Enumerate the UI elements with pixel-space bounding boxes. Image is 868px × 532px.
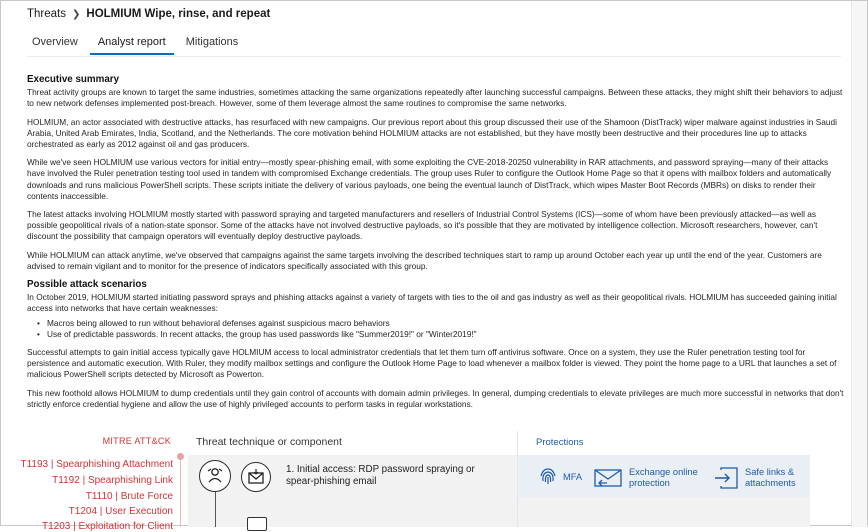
exec-paragraph: Threat activity groups are known to target the same industries, sometimes attacking the same organizations repeatedly after launching successful campaigns. Between these attacks, they might shift their behaviors to adjust to new network defenses implemented post-breach. However, some of them leverage almost the same routines to compromise the same networks.	[27, 87, 843, 109]
mitre-technique: T1192 | Spearphishing Link	[52, 475, 173, 486]
mitre-column	[1, 431, 177, 532]
protection-label: Exchange online protection	[629, 467, 698, 488]
column-divider	[517, 431, 518, 527]
step-1-description: 1. Initial access: RDP password spraying or spear-phishing email	[286, 464, 475, 487]
protection-safe-links[interactable]	[713, 467, 813, 489]
list-item: • Macros being allowed to run without behavioral defenses against suspicious macro behaviors	[41, 318, 845, 329]
protection-label: Safe links & attachments	[745, 467, 796, 488]
protections-title: Protections	[536, 437, 584, 448]
mitre-title: MITRE ATT&CK	[102, 436, 171, 446]
threat-technique-title: Threat technique or component	[196, 436, 342, 448]
attack-scenarios-heading: Possible attack scenarios	[27, 279, 147, 291]
executive-summary-heading: Executive summary	[27, 74, 120, 85]
tab-analyst-report[interactable]: Analyst report	[90, 31, 174, 55]
protection-exchange-online[interactable]	[593, 467, 711, 489]
scenario-paragraph: Successful attempts to gain initial access typically gave HOLMIUM access to local administrator credentials that let them turn off antivirus software. Once on a system, they use the Ruler penetration testing tool for persistence and automatic execution. With Ruler, they modify mailbox settings and configure the Outlook Home Page to load whenever a mailbox folder is viewed. They point the home page to a URL that launches a set of malicious PowerShell scripts detected by Microsoft as Powerton.	[27, 347, 837, 380]
safe-link-icon	[713, 467, 739, 489]
attacker-icon	[199, 460, 231, 492]
document-icon	[247, 517, 267, 531]
breadcrumb-threats-link[interactable]: Threats	[27, 8, 66, 20]
protection-label: MFA	[563, 471, 583, 482]
attack-chain-diagram	[1, 431, 853, 532]
breadcrumb	[27, 8, 270, 20]
tab-bar	[24, 31, 250, 55]
analyst-report-body	[27, 74, 845, 417]
tab-overview[interactable]: Overview	[32, 36, 78, 48]
mitre-technique: T1204 | User Execution	[68, 506, 173, 517]
timeline-dot	[177, 453, 184, 460]
email-attachment-icon	[241, 462, 271, 492]
chevron-right-icon: ❯	[72, 8, 81, 20]
protection-mfa[interactable]	[539, 467, 582, 487]
page-title: HOLMIUM Wipe, rinse, and repeat	[86, 8, 271, 20]
envelope-arrow-icon	[593, 468, 623, 488]
step-connector	[215, 491, 216, 527]
scenarios-intro: In October 2019, HOLMIUM started initiating password sprays and phishing attacks against a variety of targets with ties to the oil and gas industry as well as their geopolitical rivals. HOLMIUM has succeeded gaining initial access into networks that have certain weaknesses:	[27, 292, 837, 314]
weakness-list	[41, 318, 845, 340]
timeline-line	[180, 455, 181, 527]
list-item: • Use of predictable passwords. In recent attacks, the group has used passwords like "Summer2019!" or "Winter2019!"	[41, 329, 845, 340]
mitre-technique: T1110 | Brute Force	[85, 491, 173, 502]
vertical-scrollbar[interactable]	[851, 1, 867, 527]
exec-paragraph: The latest attacks involving HOLMIUM mostly started with password spraying and targeted manufacturers and resellers of Industrial Control Systems (ICS)—some of whom have been previously attacked—as well as possible geopolitical rivals of a nation-state sponsor. Some of the attacks have not involved destructive payloads, so it's possible that they are motivated by intelligence collection. Microsoft researchers, however, can't discount the possibility that campaign operators will eventually deploy destructive payloads.	[27, 209, 818, 242]
exec-paragraph: While HOLMIUM can attack anytime, we've observed that campaigns against the same targets involving the described techniques start to ramp up around October each year up until the end of the year. Customers are advised to remain vigilant and to monitor for the presence of indicators specifically associated with this group.	[27, 249, 822, 271]
fingerprint-icon	[539, 467, 557, 487]
exec-paragraph: While we've seen HOLMIUM use various vectors for initial entry—mostly spear-phishing email, with some exploiting the CVE-2018-20250 vulnerability in RAR attachments, and password spraying—many of their attacks have involved the Ruler penetration testing tool used in tandem with compromised Exchange credentials. The group uses Ruler to configure the Outlook Home Page so that it opens with mailbox folders and automatically downloads and runs malicious PowerShell scripts. These scripts initiate the delivery of various payloads, one being the eventual launch of DistTrack, which wipes Master Boot Records (MBRs) on disks to render their contents inaccessible.	[27, 157, 832, 201]
mitre-technique: T1193 | Spearphishing Attachment	[20, 459, 173, 470]
scenario-paragraph: This new foothold allows HOLMIUM to dump credentials until they gain control of accounts with domain admin privileges. In general, dumping credentials to elevate privileges are much more successful in networks that don't strictly enforce credential hygiene and allow the use of highly privileged accounts to perform tasks in regular workstations.	[27, 387, 844, 409]
exec-paragraph: HOLMIUM, an actor associated with destructive attacks, has resurfaced with new campaigns. Our previous report about this group discussed their use of the Shamoon (DistTrack) wiper malware against industries in Saudi Arabia, United Arab Emirates, India, Scotland, and the Netherlands. The core motivation behind HOLMIUM attacks are not established, but they have mostly been destructive and their procedures line up to attacks orchestrated as early as 2012 against oil and gas producers.	[27, 116, 837, 150]
mitre-technique: T1203 | Exploitation for Client	[41, 521, 173, 532]
tabs-divider	[27, 56, 841, 57]
tab-mitigations[interactable]: Mitigations	[185, 36, 239, 48]
